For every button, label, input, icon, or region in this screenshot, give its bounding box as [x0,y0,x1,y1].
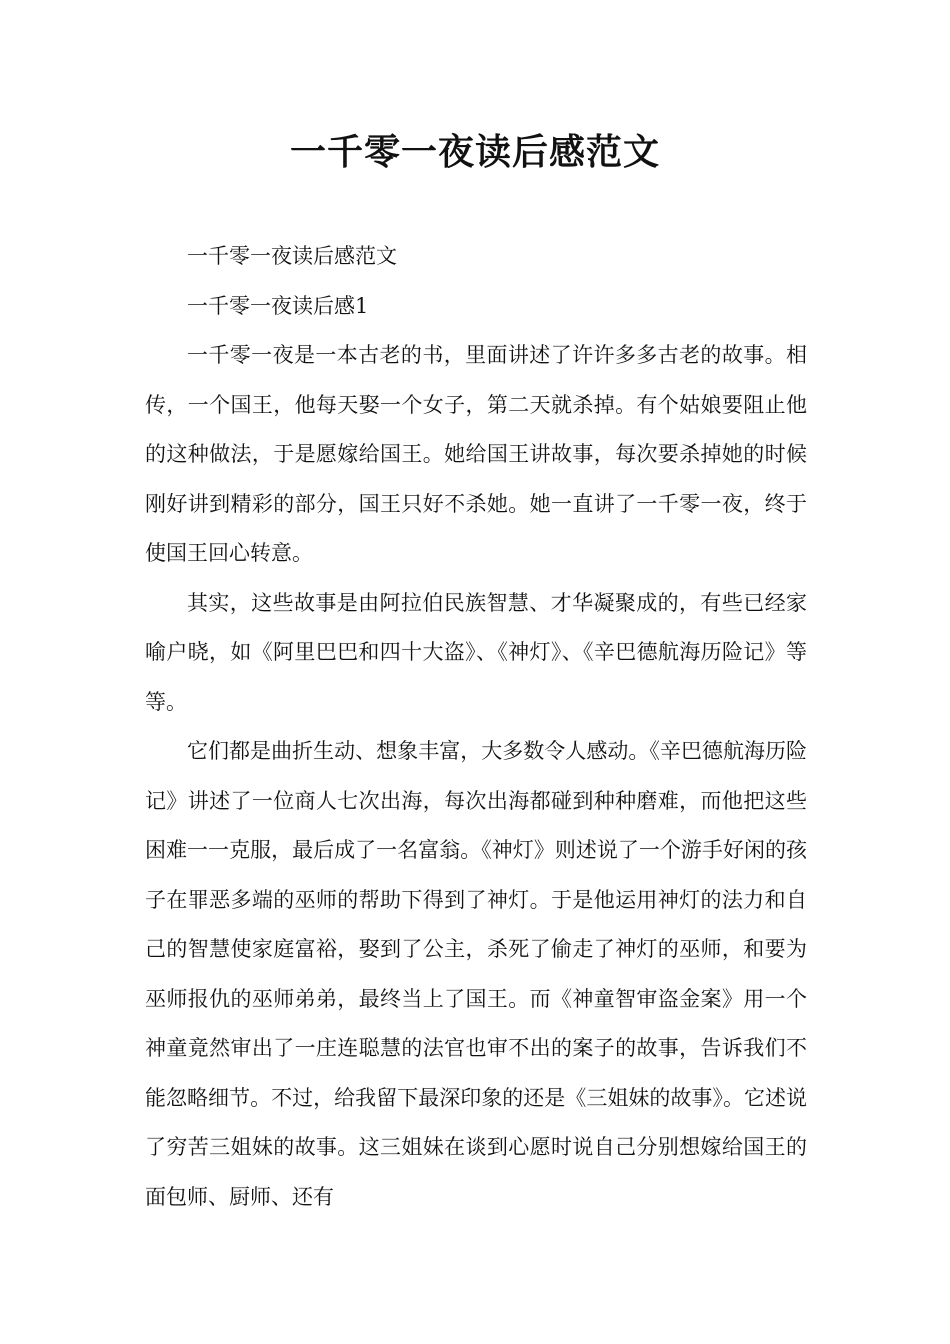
subtitle-paragraph: 一千零一夜读后感范文 [187,244,397,268]
body-paragraph: 其实，这些故事是由阿拉伯民族智慧、才华凝聚成的，有些已经家喻户晓，如《阿里巴巴和四十大盗》、《神灯》、《辛巴德航海历险记》等等。 [145,590,807,714]
section-heading: 一千零一夜读后感1 [187,293,369,318]
document-body [145,232,807,1222]
body-paragraph: 它们都是曲折生动、想象丰富，大多数令人感动。《辛巴德航海历险记》讲述了一位商人七次出海，每次出海都碰到种种磨难，而他把这些困难一一克服，最后成了一名富翁。《神灯》则述说了一个游手好闲的孩子在罪恶多端的巫师的帮助下得到了神灯。于是他运用神灯的法力和自己的智慧使家庭富裕，娶到了公主，杀死了偷走了神灯的巫师，和要为巫师报仇的巫师弟弟，最终当上了国王。而《神童智审盗金案》用一个神童竟然审出了一庄连聪慧的法官也审不出的案子的故事，告诉我们不能忽略细节。不过，给我留下最深印象的还是《三姐妹的故事》。它述说了穷苦三姐妹的故事。这三姐妹在谈到心愿时说自己分别想嫁给国王的面包师、厨师、还有 [145,739,807,1209]
body-paragraph: 一千零一夜是一本古老的书，里面讲述了许许多多古老的故事。相传，一个国王，他每天娶一个女子，第二天就杀掉。有个姑娘要阻止他的这种做法，于是愿嫁给国王。她给国王讲故事，每次要杀掉她的时候刚好讲到精彩的部分，国王只好不杀她。她一直讲了一千零一夜，终于使国王回心转意。 [145,343,807,565]
document-title: 一千零一夜读后感范文 [289,132,660,173]
